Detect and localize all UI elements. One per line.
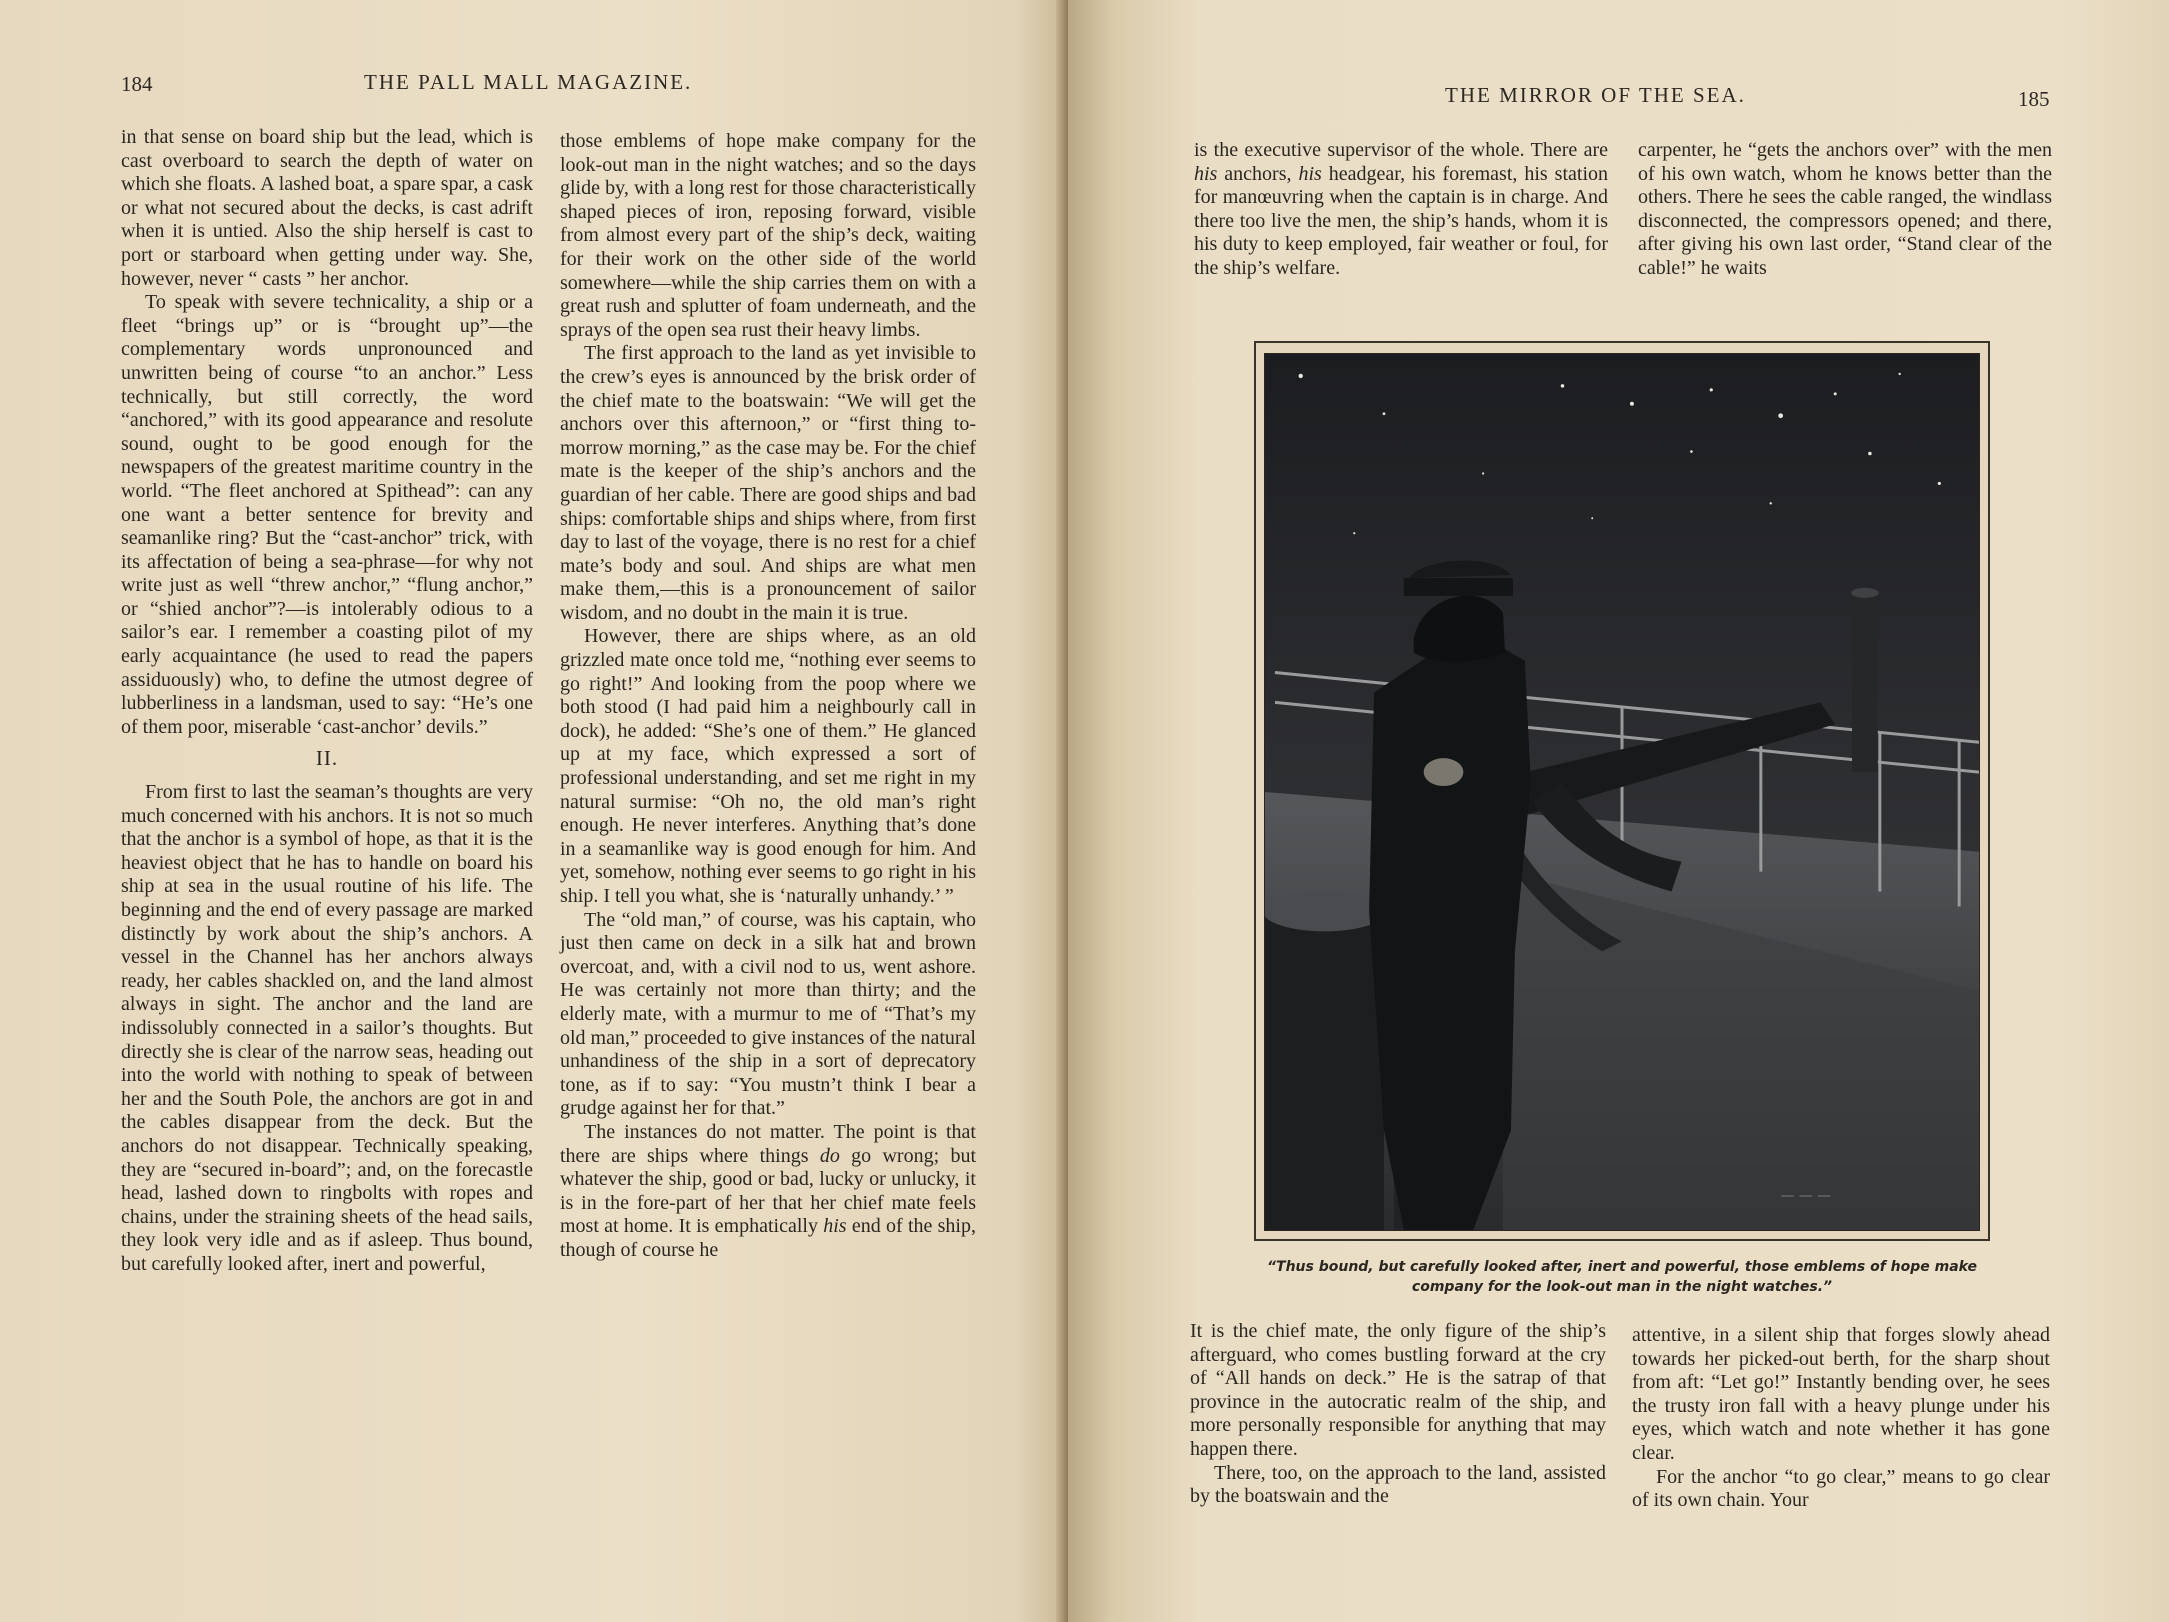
paragraph: From first to last the seaman’s thoughts are very much concerned with his anchors. It is not so much that the anchor is a symbol of hope, as that it is the heaviest object that he has to handle on board his ship at sea in the usual routine of his life. The beginning and the end of every passage are marked distinctly by work about the ship’s anchors. A vessel in the Channel has her anchors always ready, her cables shackled on, and the land almost always in sight. The anchor and the land are indissolubly connected in a sailor’s thoughts. But directly she is clear of the narrow seas, heading out into the world with nothing to speak of between her and the South Pole, the anchors are got in and the cables disappear from the deck. But the anchors do not disappear. Technically speaking, they are “secured in-board”; and, on the forecastle head, lashed down to ringbolts with ropes and chains, under the straining sheets of the head sails, they look very idle and as if asleep. Thus bound, but carefully looked after, inert and powerful,: [121, 781, 533, 1275]
left-column-1: [121, 126, 533, 1277]
paragraph: The instances do not matter. The point is that there are ships where things do go wrong; but whatever the ship, good or bad, lucky or unlucky, it is in the fore-part of her that her chief mate feels most at home. It is emphatically his end of the ship, though of course he: [560, 1120, 977, 1261]
right-bottom-column-2: [1632, 1324, 2050, 1513]
paragraph: The first approach to the land as yet invisible to the crew’s eyes is announced by the brisk order of the chief mate to the boatswain: “We will get the anchors over this afternoon,” or “first thing to-morrow morning,” as the case may be. For the chief mate is the keeper of the ship’s anchors and the guardian of her cable. There are good ships and bad ships: comfortable ships and ships where, from first day to last of the voyage, there is no rest for a chief mate’s body and soul. And ships are what men make them,—this is a pronouncement of sailor wisdom, and no doubt in the main it is true.: [560, 342, 976, 624]
paragraph: in that sense on board ship but the lead, which is cast overboard to search the depth of water on which she floats. A lashed boat, a spare spar, a cask or what not secured about the decks, is cast adrift when it is untied. Also the ship herself is cast to port or starboard when getting under way. She, however, never “ casts ” her anchor.: [121, 126, 533, 290]
paragraph: There, too, on the approach to the land, assisted by the boatswain and the: [1190, 1461, 1606, 1508]
left-column-2: [560, 130, 976, 1263]
night-deck-illustration: [1265, 354, 1979, 1230]
illustration-image: [1264, 353, 1980, 1231]
section-heading: II.: [315, 746, 339, 771]
right-top-column-1: [1194, 139, 1608, 281]
paragraph: However, there are ships where, as an old grizzled mate once told me, “nothing ever seems to go right!” And looking from the poop where we both stood (I had paid him a neighbourly call in dock), he added: “She’s one of them.” He glanced up at my face, which expressed a sort of professional understanding, and set me right in my natural surmise: “Oh no, the old man’s right enough. He never interferes. Anything that’s done in a seamanlike way is good enough for him. And yet, somehow, nothing ever seems to go right in his ship. I tell you what, she is ‘naturally unhandy.’ ”: [560, 625, 976, 907]
paragraph: For the anchor “to go clear,” means to go clear of its own chain. Your: [1632, 1465, 2050, 1512]
illustration-caption: “Thus bound, but carefully looked after, inert and powerful, those emblems of hope make company for the look-out man in the night watches.”: [1267, 1259, 1977, 1295]
svg-text:— — —: — — —: [1780, 1188, 1832, 1205]
running-head-right: THE MIRROR OF THE SEA.: [1445, 83, 1746, 107]
illustration-plate: [1254, 341, 1990, 1241]
paragraph: is the executive supervisor of the whole. There are his anchors, his headgear, his foremast, his station for manœuvring when the captain is in charge. And there too live the men, the ship’s hands, whom it is his duty to keep employed, fair weather or foul, for the ship’s welfare.: [1194, 139, 1608, 279]
paragraph: It is the chief mate, the only figure of the ship’s afterguard, who comes bustling forward at the cry of “All hands on deck.” He is the satrap of that province in the autocratic realm of the ship, and more personally responsible for anything that may happen there.: [1190, 1320, 1606, 1460]
paragraph: To speak with severe technicality, a ship or a fleet “brings up” or is “brought up”—the complementary words unpronounced and unwritten being of course “to an anchor.” Less technically, but still correctly, the word “anchored,” with its good appearance and resolute sound, ought to be good enough for the newspapers of the greatest maritime country in the world. “The fleet anchored at Spithead”: can any one want a better sentence for brevity and seamanlike ring? But the “cast-anchor” trick, with its affectation of being a sea-phrase—for why not write just as well “threw anchor,” “flung anchor,” or “shied anchor”?—is intolerably odious to a sailor’s ear. I remember a coasting pilot of my early acquaintance (he used to read the papers assiduously) who, to define the utmost degree of lubberliness in a landsman, used to say: “He’s one of them poor, miserable ‘cast-anchor’ devils.”: [121, 291, 533, 738]
paragraph: attentive, in a silent ship that forges slowly ahead towards her picked-out berth, for the sharp shout from aft: “Let go!” Instantly bending over, he sees the trusty iron fall with a heavy plunge under his eyes, which watch and note whether it has gone clear.: [1632, 1324, 2050, 1464]
left-page: [0, 0, 1068, 1622]
right-bottom-column-1: [1190, 1320, 1606, 1509]
right-top-column-2: [1638, 139, 2052, 281]
running-head-left: THE PALL MALL MAGAZINE.: [364, 70, 693, 94]
page-number-right: 185: [2018, 87, 2050, 111]
paragraph: The “old man,” of course, was his captain, who just then came on deck in a silk hat and brown overcoat, and, with a civil nod to us, went ashore. He was certainly not more than thirty; and the elderly mate, with a murmur to me of “That’s my old man,” proceeded to give instances of the natural unhandiness of the ship in a sort of deprecatory tone, as if to say: “You mustn’t think I bear a grudge against her for that.”: [560, 908, 976, 1120]
paragraph: those emblems of hope make company for the look-out man in the night watches; and so the days glide by, with a long rest for those characteristically shaped pieces of iron, reposing forward, visible from almost every part of the ship’s deck, waiting for their work on the other side of the world somewhere—while the ship carries them on with a great rush and splutter of foam underneath, and the sprays of the open sea rust their heavy limbs.: [560, 130, 976, 341]
paragraph: carpenter, he “gets the anchors over” with the men of his own watch, whom he knows better than the others. There he sees the cable ranged, the windlass disconnected, the compressors opened; and there, after giving his own last order, “Stand clear of the cable!” he waits: [1638, 139, 2052, 279]
page-number-left: 184: [121, 72, 153, 96]
